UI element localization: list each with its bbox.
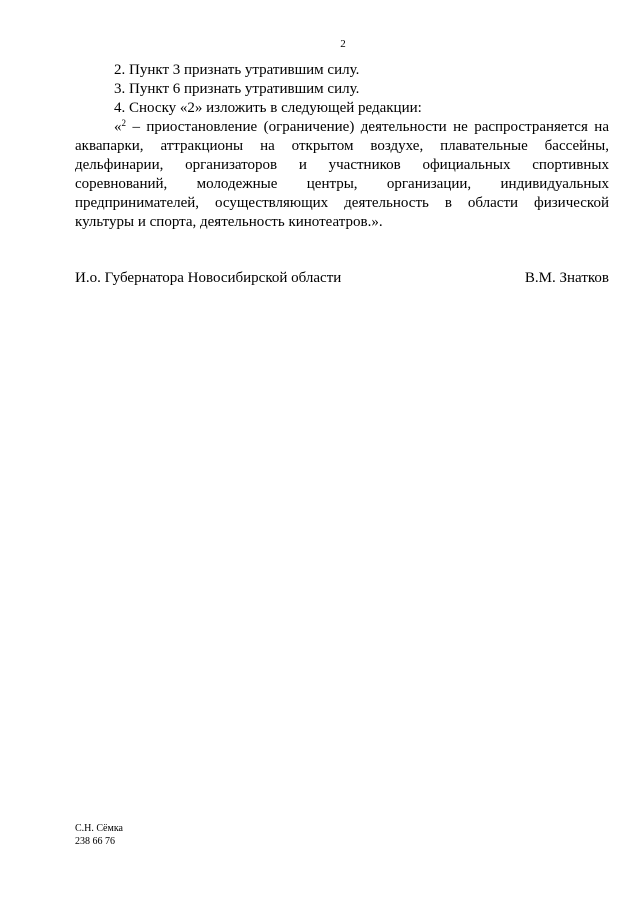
item-2: 2. Пункт 3 признать утратившим силу. — [114, 62, 360, 78]
item-4: 4. Сноску «2» изложить в следующей редакции: — [114, 100, 422, 116]
signatory-position: И.о. Губернатора Новосибирской области — [75, 270, 342, 286]
item-3: 3. Пункт 6 признать утратившим силу. — [114, 81, 360, 97]
executor-phone: 238 66 76 — [75, 836, 115, 847]
footnote-text: – приостановление (ограничение) деятельности не распространяется на аквапарки, аттракционы на открытом воздухе, плавательные бассейны, дельфинарии, организаторов и участников официальных спортивных соревнований, молодежные центры, организации, индивидуальных предпринимателей, осуществляющих деятельность в области физической культуры и спорта, деятельность кинотеатров.». — [75, 119, 609, 230]
signature-block — [75, 269, 609, 288]
footnote-marker: 2 — [121, 118, 126, 128]
document-body — [75, 61, 609, 232]
footnote-open-quote: « — [114, 119, 122, 135]
executor-name: С.Н. Сёмка — [75, 823, 123, 834]
signatory-name: В.М. Знатков — [524, 270, 609, 286]
executor-block — [75, 822, 123, 848]
footnote-paragraph — [75, 118, 609, 232]
page-number: 2 — [340, 38, 346, 50]
